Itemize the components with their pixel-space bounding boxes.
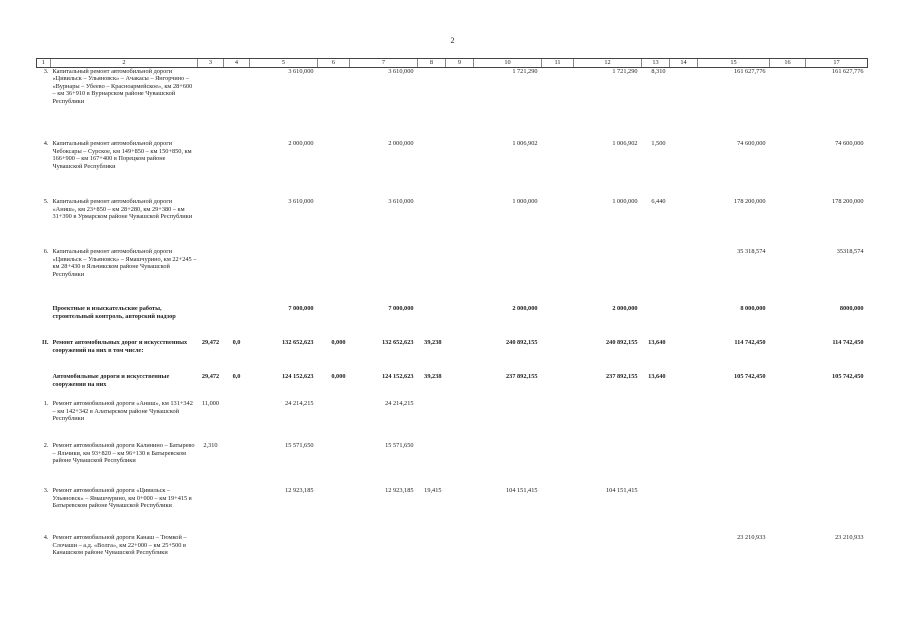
length-km-2-cell: 13,640 [648,373,666,381]
row-index-cell [37,373,51,400]
amount-3-cell [698,442,770,487]
amount-total-cell: 15 571,650 [285,442,314,450]
amount-3-republic-cell: 8000,000 [839,305,864,313]
work-name-cell: Проектные и изыскательские работы, строительный контроль, авторский надзор [52,305,176,320]
table-row [37,339,868,373]
length-km-cell [198,487,224,534]
col-11-cell [542,487,574,534]
col-6-cell [318,442,350,487]
col-4-cell [224,400,250,442]
row-index-cell [37,305,51,339]
row-index-cell: II. [42,339,49,347]
column-header: 8 [418,59,446,68]
amount-2-republic-cell [574,248,642,305]
amount-3-republic-cell: 74 600,000 [835,140,864,148]
col-4-cell [224,140,250,198]
work-name-cell: Ремонт автомобильной дороги Калинино – Батырево – Яльчики, км 93+820 – км 96+130 в Батыревском районе Чувашской Республики [52,442,195,465]
col-6-cell [318,248,350,305]
col-8-cell [418,442,446,487]
column-header: 9 [446,59,474,68]
col-6-cell [318,140,350,198]
column-header: 3 [198,59,224,68]
work-name-cell: Ремонт автомобильных дорог и искусственных сооружений на них в том числе: [52,339,188,354]
column-header: 2 [51,59,198,68]
length-km-2-cell [642,442,670,487]
col-9-cell [446,67,474,140]
column-header: 6 [318,59,350,68]
amount-total-cell: 3 610,000 [288,198,314,206]
col-14-cell [670,198,698,248]
amount-total-cell: 24 214,215 [285,400,314,408]
amount-total-cell: 12 923,185 [285,487,314,495]
table-row [37,67,868,140]
amount-republic-cell: 24 214,215 [385,400,414,408]
length-km-cell: 11,000 [201,400,220,408]
col-11-cell [542,400,574,442]
length-km-2-cell: 8,310 [651,67,666,75]
amount-2-republic-cell: 1 000,000 [612,198,638,206]
col-4-cell [224,534,250,576]
amount-2-republic-cell [574,400,642,442]
col-8-cell [418,67,446,140]
amount-3-republic-cell: 23 210,933 [835,534,864,542]
work-name-cell: Ремонт автомобильной дороги «Аниш», км 131+342 – км 142+342 в Алатырском районе Чувашской Республики [52,400,193,423]
amount-3-republic-cell: 105 742,450 [832,373,864,381]
col-9-cell [446,373,474,400]
col-11-cell [542,534,574,576]
length-km-2-cell [642,534,670,576]
table-row [37,400,868,442]
row-index-cell: 5. [43,198,49,206]
amount-3-republic-cell: 178 200,000 [832,198,864,206]
col-16-cell [770,140,806,198]
length-km-2-cell: 6,440 [651,198,666,206]
col-11-cell [542,442,574,487]
col-4-cell: 0,0 [232,373,241,381]
amount-total-cell [250,534,318,576]
length-km-cell: 29,472 [201,339,220,347]
col-9-cell [446,339,474,373]
amount-2-cell: 237 892,155 [506,373,538,381]
col-14-cell [670,305,698,339]
amount-2-cell [474,442,542,487]
col-9-cell [446,198,474,248]
column-header: 15 [698,59,770,68]
amount-2-republic-cell: 1 721,290 [612,67,638,75]
amount-republic-cell: 3 610,000 [388,67,414,75]
length-km-2-cell: 1,500 [651,140,666,148]
col-16-cell [770,248,806,305]
work-name-cell: Ремонт автомобильной дороги Канаш – Тюмкой – Слочаши – а.д. «Волга», км 22+000 – км 25+500 в Канашском районе Чувашской Республики [52,534,187,557]
col-11-cell [542,67,574,140]
length-km-cell [198,140,224,198]
row-index-cell: 1. [43,400,49,408]
table-row [37,305,868,339]
column-header: 14 [670,59,698,68]
col-6-cell: 0,000 [331,339,346,347]
amount-2-republic-cell: 104 151,415 [606,487,638,495]
column-header: 11 [542,59,574,68]
col-11-cell [542,305,574,339]
col-6-cell [318,198,350,248]
col-16-cell [770,442,806,487]
col-16-cell [770,198,806,248]
amount-3-cell: 161 627,776 [734,67,766,75]
amount-total-cell: 2 000,000 [288,140,314,148]
col-11-cell [542,248,574,305]
length-km-cell [198,67,224,140]
amount-2-cell: 240 892,155 [506,339,538,347]
column-header: 1 [37,59,51,68]
amount-2-cell: 1 721,290 [512,67,538,75]
col-8-cell [418,248,446,305]
column-header: 16 [770,59,806,68]
amount-3-cell: 114 742,450 [734,339,766,347]
amount-3-republic-cell [806,442,868,487]
length-km-cell: 29,472 [201,373,220,381]
amount-3-republic-cell: 161 627,776 [832,67,864,75]
column-header: 7 [350,59,418,68]
length-km-cell [198,305,224,339]
amount-3-republic-cell: 35318,574 [836,248,864,256]
amount-total-cell: 132 652,623 [282,339,314,347]
amount-republic-cell: 3 610,000 [388,198,414,206]
amount-2-cell [474,534,542,576]
amount-republic-cell: 2 000,000 [388,140,414,148]
work-name-cell: Автомобильные дороги и искусственные сооружения на них [52,373,170,388]
col-11-cell [542,198,574,248]
amount-2-cell [474,248,542,305]
amount-republic-cell: 132 652,623 [382,339,414,347]
col-6-cell [318,400,350,442]
row-index-cell: 4. [43,140,49,148]
column-header: 10 [474,59,542,68]
length-km-cell: 2,310 [203,442,218,450]
col-6-cell: 0,000 [331,373,346,381]
col-9-cell [446,534,474,576]
col-6-cell [318,305,350,339]
length-km-cell [198,198,224,248]
column-header: 5 [250,59,318,68]
amount-total-cell: 7 000,000 [288,305,314,313]
col-16-cell [770,339,806,373]
row-index-cell: 3. [43,487,49,495]
col-4-cell [224,487,250,534]
table-row [37,140,868,198]
col-9-cell [446,487,474,534]
col-8-cell [418,198,446,248]
table-row [37,198,868,248]
table-body [37,67,868,576]
amount-3-cell: 74 600,000 [737,140,766,148]
length-km-cell [198,248,224,305]
col-14-cell [670,534,698,576]
col-8-cell [418,534,446,576]
col-14-cell [670,140,698,198]
col-8-cell: 39,238 [424,373,442,381]
table-row [37,373,868,400]
work-name-cell: Капитальный ремонт автомобильной дороги «Цивильск – Ульяновск» – Ямашчурино, км 22+245 – км 28+430 в Яльчикском районе Чувашской Республики [52,248,197,278]
amount-3-cell: 23 210,933 [737,534,766,542]
length-km-2-cell [642,248,670,305]
col-9-cell [446,248,474,305]
table-row [37,248,868,305]
row-index-cell: 4. [43,534,49,542]
amount-republic-cell [350,534,418,576]
budget-table [36,58,868,576]
col-9-cell [446,305,474,339]
amount-republic-cell: 12 923,185 [385,487,414,495]
amount-2-cell: 2 000,000 [512,305,538,313]
col-4-cell: 0,0 [232,339,241,347]
col-6-cell [318,487,350,534]
row-index-cell: 2. [43,442,49,450]
amount-2-republic-cell: 240 892,155 [606,339,638,347]
col-4-cell [224,198,250,248]
amount-2-republic-cell: 237 892,155 [606,373,638,381]
amount-3-cell [698,487,770,534]
col-9-cell [446,442,474,487]
row-index-cell: 6. [43,248,49,256]
col-14-cell [670,487,698,534]
work-name-cell: Капитальный ремонт автомобильной дороги «Цивильск – Ульяновск» – Ачакасы – Янгорчино – «Вурнары – Убеево – Красноармейское», км 28+600 – км 36+910 в Вурнарском районе Чувашской Республики [52,67,193,105]
col-14-cell [670,339,698,373]
table-row [37,534,868,576]
length-km-2-cell [642,487,670,534]
amount-2-cell: 104 151,415 [506,487,538,495]
amount-3-republic-cell [806,487,868,534]
work-name-cell: Ремонт автомобильной дороги «Цивильск – Ульяновск» – Ямашчурино, км 0+000 – км 19+415 в Батыревском районе Чувашской Республики [52,487,192,510]
length-km-2-cell [642,400,670,442]
length-km-2-cell [642,305,670,339]
column-header: 13 [642,59,670,68]
amount-total-cell: 3 610,000 [288,67,314,75]
col-14-cell [670,67,698,140]
amount-2-cell: 1 006,902 [512,140,538,148]
col-6-cell [318,67,350,140]
length-km-cell [198,534,224,576]
amount-2-cell [474,400,542,442]
amount-3-cell: 105 742,450 [734,373,766,381]
row-index-cell: 3. [43,67,49,75]
col-14-cell [670,373,698,400]
col-9-cell [446,400,474,442]
col-14-cell [670,400,698,442]
col-11-cell [542,140,574,198]
col-16-cell [770,305,806,339]
amount-2-republic-cell: 1 006,902 [612,140,638,148]
column-number-row [37,59,868,68]
col-14-cell [670,442,698,487]
col-4-cell [224,67,250,140]
table-row [37,487,868,534]
col-16-cell [770,487,806,534]
amount-republic-cell: 15 571,650 [385,442,414,450]
work-name-cell: Капитальный ремонт автомобильной дороги Чебоксары – Сурское, км 149+850 – км 150+850, км 166+900 – км 167+400 в Порецком районе Чувашской Республики [52,140,192,170]
amount-total-cell: 124 152,623 [282,373,314,381]
col-4-cell [224,442,250,487]
amount-2-republic-cell [574,442,642,487]
col-16-cell [770,67,806,140]
amount-3-cell [698,400,770,442]
col-9-cell [446,140,474,198]
col-4-cell [224,248,250,305]
amount-2-cell: 1 000,000 [512,198,538,206]
col-11-cell [542,339,574,373]
amount-2-republic-cell: 2 000,000 [612,305,638,313]
amount-republic-cell: 124 152,623 [382,373,414,381]
col-8-cell: 19,415 [424,487,442,495]
col-6-cell [318,534,350,576]
col-16-cell [770,534,806,576]
col-16-cell [770,373,806,400]
amount-total-cell [250,248,318,305]
amount-3-republic-cell: 114 742,450 [832,339,864,347]
col-4-cell [224,305,250,339]
amount-republic-cell: 7 000,000 [388,305,414,313]
amount-republic-cell [350,248,418,305]
column-header: 17 [806,59,868,68]
length-km-2-cell: 13,640 [648,339,666,347]
column-header: 4 [224,59,250,68]
col-8-cell [418,305,446,339]
page-number: 2 [450,36,455,45]
amount-3-cell: 178 200,000 [734,198,766,206]
col-8-cell [418,140,446,198]
col-8-cell: 39,238 [424,339,442,347]
col-16-cell [770,400,806,442]
amount-3-cell: 35 318,574 [737,248,766,256]
col-11-cell [542,373,574,400]
col-8-cell [418,400,446,442]
work-name-cell: Капитальный ремонт автомобильной дороги «Аниш», км 23+850 – км 28+280, км 29+380 – км 31+390 в Урмарском районе Чувашской Республики [52,198,193,221]
amount-3-cell: 8 000,000 [740,305,766,313]
column-header: 12 [574,59,642,68]
amount-2-republic-cell [574,534,642,576]
table-row [37,442,868,487]
col-14-cell [670,248,698,305]
amount-3-republic-cell [806,400,868,442]
